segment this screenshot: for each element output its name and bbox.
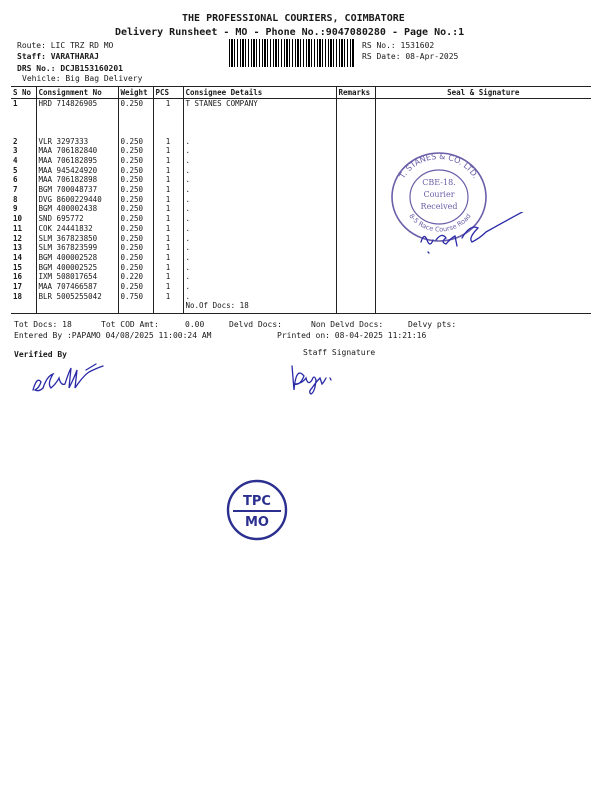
cell-consignee: . <box>183 243 336 253</box>
cell-pcs: 1 <box>153 282 183 292</box>
cell-remarks <box>336 185 375 195</box>
tot-cod-value: 0.00 <box>185 320 205 329</box>
cell-pcs: 1 <box>153 195 183 205</box>
cell-sno: 10 <box>13 214 23 224</box>
receiver-signature <box>418 212 533 262</box>
cell-remarks <box>336 243 375 253</box>
cell-consignee: . <box>183 166 336 176</box>
cell-consignee: . <box>183 175 336 185</box>
printed-on: Printed on: 08-04-2025 11:21:16 <box>277 331 427 340</box>
table-row <box>11 185 591 195</box>
cell-seal <box>375 292 591 302</box>
cell-consignment: SND 695772 <box>36 214 118 224</box>
cell-consignee: . <box>183 292 336 302</box>
cell-weight: 0.250 <box>118 137 153 147</box>
col-consignee: Consignee Details <box>183 87 336 99</box>
cell-remarks <box>336 234 375 244</box>
table-row <box>11 282 591 292</box>
cell-remarks <box>336 175 375 185</box>
cell-remarks <box>336 146 375 156</box>
cell-consignment: HRD 714826905 <box>36 99 118 137</box>
cell-pcs: 1 <box>153 156 183 166</box>
cell-sno: 6 <box>13 175 18 185</box>
seal-line-2: Courier <box>423 190 455 199</box>
cell-remarks <box>336 204 375 214</box>
cell-consignment: BGM 400002525 <box>36 263 118 273</box>
cell-remarks <box>336 292 375 302</box>
cell-consignee: . <box>183 224 336 234</box>
cell-pcs: 1 <box>153 243 183 253</box>
cell-consignment: BLR 5005255042 <box>36 292 118 302</box>
cell-remarks <box>336 282 375 292</box>
rs-date-label: RS Date: 08-Apr-2025 <box>362 52 459 61</box>
cell-sno: 3 <box>13 146 18 156</box>
cell-sno: 18 <box>13 291 23 301</box>
seal-bottom-arc: 8-5 Race Course Road <box>407 212 473 234</box>
delvy-pts: Delvy pts: <box>408 320 457 329</box>
cell-seal <box>375 99 591 137</box>
cell-remarks <box>336 272 375 282</box>
cell-sno: 16 <box>13 272 23 282</box>
company-title: THE PROFESSIONAL COURIERS, COIMBATORE <box>182 13 405 24</box>
cell-consignee: . <box>183 146 336 156</box>
cell-consignee: . <box>183 156 336 166</box>
cell-consignment: BGM 400002438 <box>36 204 118 214</box>
cell-weight: 0.250 <box>118 185 153 195</box>
seal-line-3: Received <box>420 202 458 211</box>
cell-weight: 0.250 <box>118 99 153 137</box>
cell-consignment: MAA 945424920 <box>36 166 118 176</box>
cell-sno: 5 <box>13 165 18 175</box>
cell-pcs: 1 <box>153 253 183 263</box>
cell-weight: 0.250 <box>118 175 153 185</box>
cell-consignment: DVG 8600229440 <box>36 195 118 205</box>
staff-label: Staff: VARATHARAJ <box>17 52 99 61</box>
col-seal: Seal & Signature <box>375 87 591 99</box>
cell-remarks <box>336 253 375 263</box>
cell-sno: 14 <box>13 252 23 262</box>
cell-remarks <box>336 214 375 224</box>
cell-remarks <box>336 166 375 176</box>
cell-weight: 0.250 <box>118 195 153 205</box>
cell-weight: 0.250 <box>118 166 153 176</box>
cell-consignment: VLR 3297333 <box>36 137 118 147</box>
cell-weight: 0.250 <box>118 234 153 244</box>
doc-count-row <box>11 301 591 313</box>
cell-sno: 4 <box>13 155 18 165</box>
entered-by: Entered By :PAPAMO 04/08/2025 11:00:24 AM <box>14 331 212 340</box>
col-pcs: PCS <box>153 87 183 99</box>
cell-sno: 8 <box>13 194 18 204</box>
no-of-docs: No.Of Docs: 18 <box>183 301 336 313</box>
cell-consignment: MAA 706182840 <box>36 146 118 156</box>
table-row <box>11 292 591 302</box>
cell-weight: 0.220 <box>118 272 153 282</box>
cell-consignment: MAA 706182895 <box>36 156 118 166</box>
empty-cell <box>375 301 591 313</box>
col-consignment: Consignment No <box>36 87 118 99</box>
cell-weight: 0.250 <box>118 204 153 214</box>
cell-sno: 17 <box>13 282 23 292</box>
cell-consignee: . <box>183 234 336 244</box>
cell-consignment: IXM 508017654 <box>36 272 118 282</box>
cell-consignment: MAA 706182898 <box>36 175 118 185</box>
cell-sno: 2 <box>13 136 18 146</box>
cell-consignee: . <box>183 204 336 214</box>
cell-remarks <box>336 137 375 147</box>
table-row <box>11 175 591 185</box>
cell-consignee: . <box>183 195 336 205</box>
runsheet-table <box>11 86 591 314</box>
vehicle-label: Vehicle: Big Bag Delivery <box>22 74 143 83</box>
cell-pcs: 1 <box>153 185 183 195</box>
cell-seal <box>375 272 591 282</box>
cell-remarks <box>336 263 375 273</box>
cell-weight: 0.250 <box>118 224 153 234</box>
cell-consignee: . <box>183 137 336 147</box>
cell-sno: 13 <box>13 243 23 253</box>
cell-sno: 1 <box>13 99 18 108</box>
cell-pcs: 1 <box>153 263 183 273</box>
cell-weight: 0.250 <box>118 253 153 263</box>
empty-cell <box>153 301 183 313</box>
cell-consignee: . <box>183 282 336 292</box>
cell-seal <box>375 263 591 273</box>
cell-remarks <box>336 195 375 205</box>
seal-top-arc: T. STANES & CO. LTD. <box>397 151 481 181</box>
cell-pcs: 1 <box>153 204 183 214</box>
barcode <box>229 39 355 67</box>
cell-consignment: COK 24441832 <box>36 224 118 234</box>
cell-sno: 11 <box>13 223 23 233</box>
cell-pcs: 1 <box>153 166 183 176</box>
cell-consignment: BGM 700048737 <box>36 185 118 195</box>
tot-cod-label: Tot COD Amt: <box>101 320 159 329</box>
cell-consignee: . <box>183 272 336 282</box>
cell-pcs: 1 <box>153 292 183 302</box>
cell-weight: 0.250 <box>118 214 153 224</box>
table-row <box>11 272 591 282</box>
cell-consignment: SLM 367823850 <box>36 234 118 244</box>
route-label: Route: LIC TRZ RD MO <box>17 41 114 50</box>
col-remarks: Remarks <box>336 87 375 99</box>
tpc-mo-stamp <box>225 478 289 542</box>
cell-pcs: 1 <box>153 175 183 185</box>
stamp-line-2: MO <box>245 515 269 530</box>
cell-remarks <box>336 156 375 166</box>
verified-signature <box>28 360 108 400</box>
cell-weight: 0.750 <box>118 292 153 302</box>
empty-cell <box>118 301 153 313</box>
cell-pcs: 1 <box>153 272 183 282</box>
rs-no-label: RS No.: 1531602 <box>362 41 435 50</box>
cell-consignee: . <box>183 263 336 273</box>
cell-weight: 0.250 <box>118 282 153 292</box>
cell-seal <box>375 282 591 292</box>
cell-remarks <box>336 224 375 234</box>
seal-line-1: CBE-18. <box>422 178 456 187</box>
cell-weight: 0.250 <box>118 263 153 273</box>
cell-sno: 15 <box>13 262 23 272</box>
staff-signature-label: Staff Signature <box>303 348 376 357</box>
staff-signature <box>286 360 346 396</box>
cell-consignee: . <box>183 253 336 263</box>
cell-consignee: . <box>183 214 336 224</box>
stamp-line-1: TPC <box>243 494 271 509</box>
non-delvd-docs: Non Delvd Docs: <box>311 320 384 329</box>
table-row <box>11 195 591 205</box>
col-weight: Weight <box>118 87 153 99</box>
table-row <box>11 263 591 273</box>
cell-pcs: 1 <box>153 99 183 137</box>
cell-pcs: 1 <box>153 224 183 234</box>
drs-no-label: DRS No.: DCJB153160201 <box>17 64 123 73</box>
table-row <box>11 156 591 166</box>
delvd-docs: Delvd Docs: <box>229 320 282 329</box>
empty-cell <box>36 301 118 313</box>
cell-pcs: 1 <box>153 146 183 156</box>
verified-by-label: Verified By <box>14 350 67 359</box>
cell-consignment: SLM 367823599 <box>36 243 118 253</box>
table-row <box>11 99 591 137</box>
cell-pcs: 1 <box>153 137 183 147</box>
cell-weight: 0.250 <box>118 243 153 253</box>
cell-consignee: . <box>183 185 336 195</box>
cell-sno: 12 <box>13 233 23 243</box>
cell-consignee: T STANES COMPANY <box>183 99 336 137</box>
cell-sno: 9 <box>13 204 18 214</box>
empty-cell <box>336 301 375 313</box>
cell-consignment: MAA 707466587 <box>36 282 118 292</box>
table-row <box>11 137 591 147</box>
cell-pcs: 1 <box>153 234 183 244</box>
table-row <box>11 166 591 176</box>
table-header-row <box>11 87 591 99</box>
cell-remarks <box>336 99 375 137</box>
runsheet-title: Delivery Runsheet - MO - Phone No.:9047080280 - Page No.:1 <box>115 27 465 38</box>
cell-weight: 0.250 <box>118 156 153 166</box>
cell-weight: 0.250 <box>118 146 153 156</box>
col-sno: S No <box>11 87 36 99</box>
tot-docs: Tot Docs: 18 <box>14 320 72 329</box>
cell-sno: 7 <box>13 185 18 195</box>
cell-pcs: 1 <box>153 214 183 224</box>
cell-consignment: BGM 400002528 <box>36 253 118 263</box>
empty-cell <box>11 301 36 313</box>
table-row <box>11 146 591 156</box>
